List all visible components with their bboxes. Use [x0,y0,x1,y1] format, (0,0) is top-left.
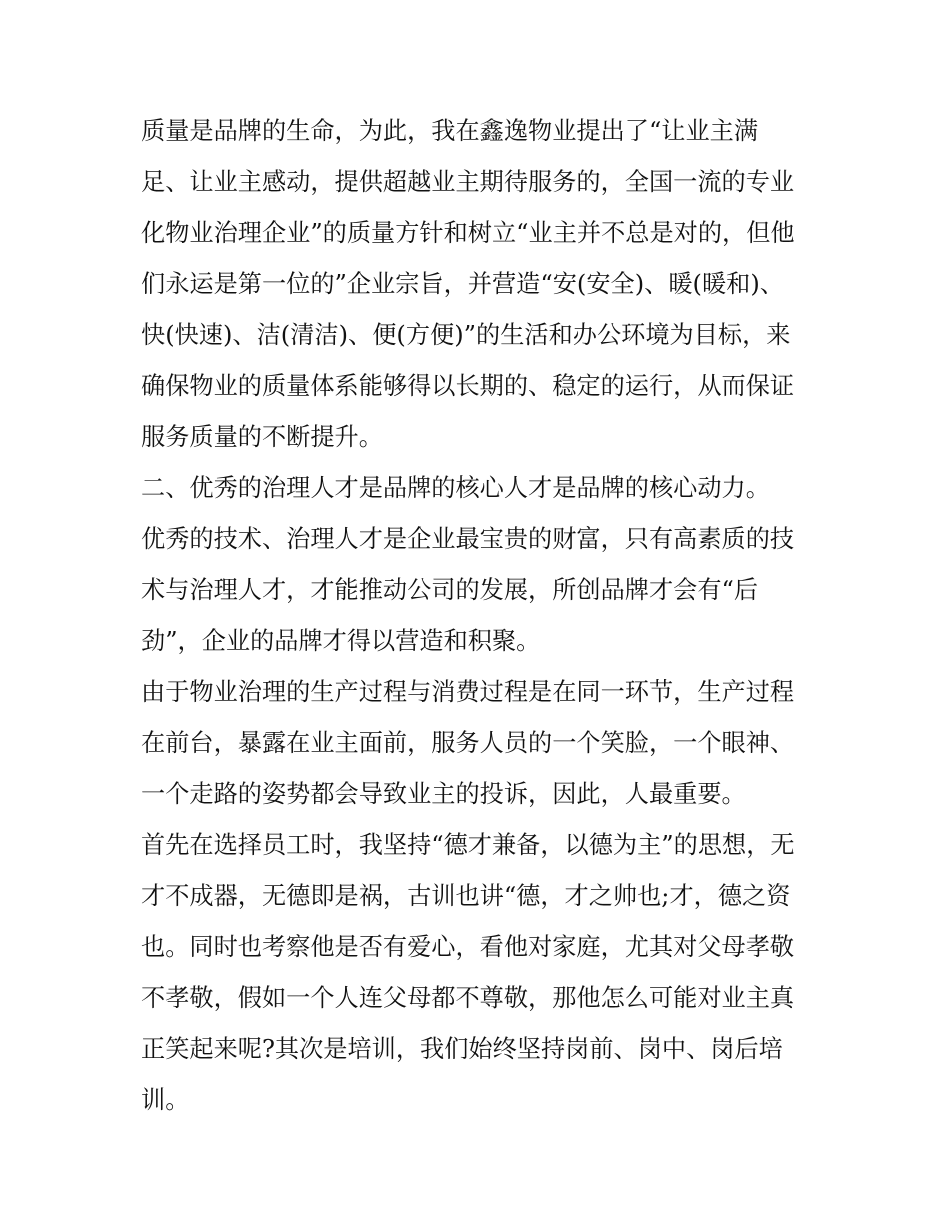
text-line: 术与治理人才，才能推动公司的发展，所创品牌才会有“后 [141,576,759,604]
text-line: 才不成器，无德即是祸，古训也讲“德，才之帅也;才，德之资 [141,882,791,910]
text-line: 足、让业主感动，提供超越业主期待服务的，全国一流的专业 [141,168,795,196]
text-line: 在前台，暴露在业主面前，服务人员的一个笑脸，一个眼神、 [141,729,795,757]
text-line: 正笑起来呢?其次是培训，我们始终坚持岗前、岗中、岗后培 [141,1035,783,1063]
text-line: 化物业治理企业”的质量方针和树立“业主并不总是对的，但他 [141,219,795,247]
text-line: 劲”，企业的品牌才得以营造和积聚。 [141,627,541,655]
text-line: 训。 [141,1086,190,1114]
text-line: 优秀的技术、治理人才是企业最宝贵的财富，只有高素质的技 [141,525,795,553]
text-line: 确保物业的质量体系能够得以长期的、稳定的运行，从而保证 [141,372,795,400]
section-heading: 二、优秀的治理人才是品牌的核心人才是品牌的核心动力。 [141,474,770,502]
document-page [141,106,811,1126]
text-line: 首先在选择员工时，我坚持“德才兼备，以德为主”的思想，无 [141,831,795,859]
text-line: 一个走路的姿势都会导致业主的投诉，因此，人最重要。 [141,780,746,808]
text-line: 质量是品牌的生命，为此，我在鑫逸物业提出了“让业主满 [141,117,759,145]
text-line: 也。同时也考察他是否有爱心，看他对家庭，尤其对父母孝敬 [141,933,795,961]
text-line: 不孝敬，假如一个人连父母都不尊敬，那他怎么可能对业主真 [141,984,795,1012]
text-line: 服务质量的不断提升。 [141,423,383,451]
text-line: 由于物业治理的生产过程与消费过程是在同一环节，生产过程 [141,678,795,706]
text-line: 们永运是第一位的”企业宗旨，并营造“安(安全)、暖(暖和)、 [141,270,784,298]
text-line: 快(快速)、洁(清洁)、便(方便)”的生活和办公环境为目标，来 [141,321,791,349]
